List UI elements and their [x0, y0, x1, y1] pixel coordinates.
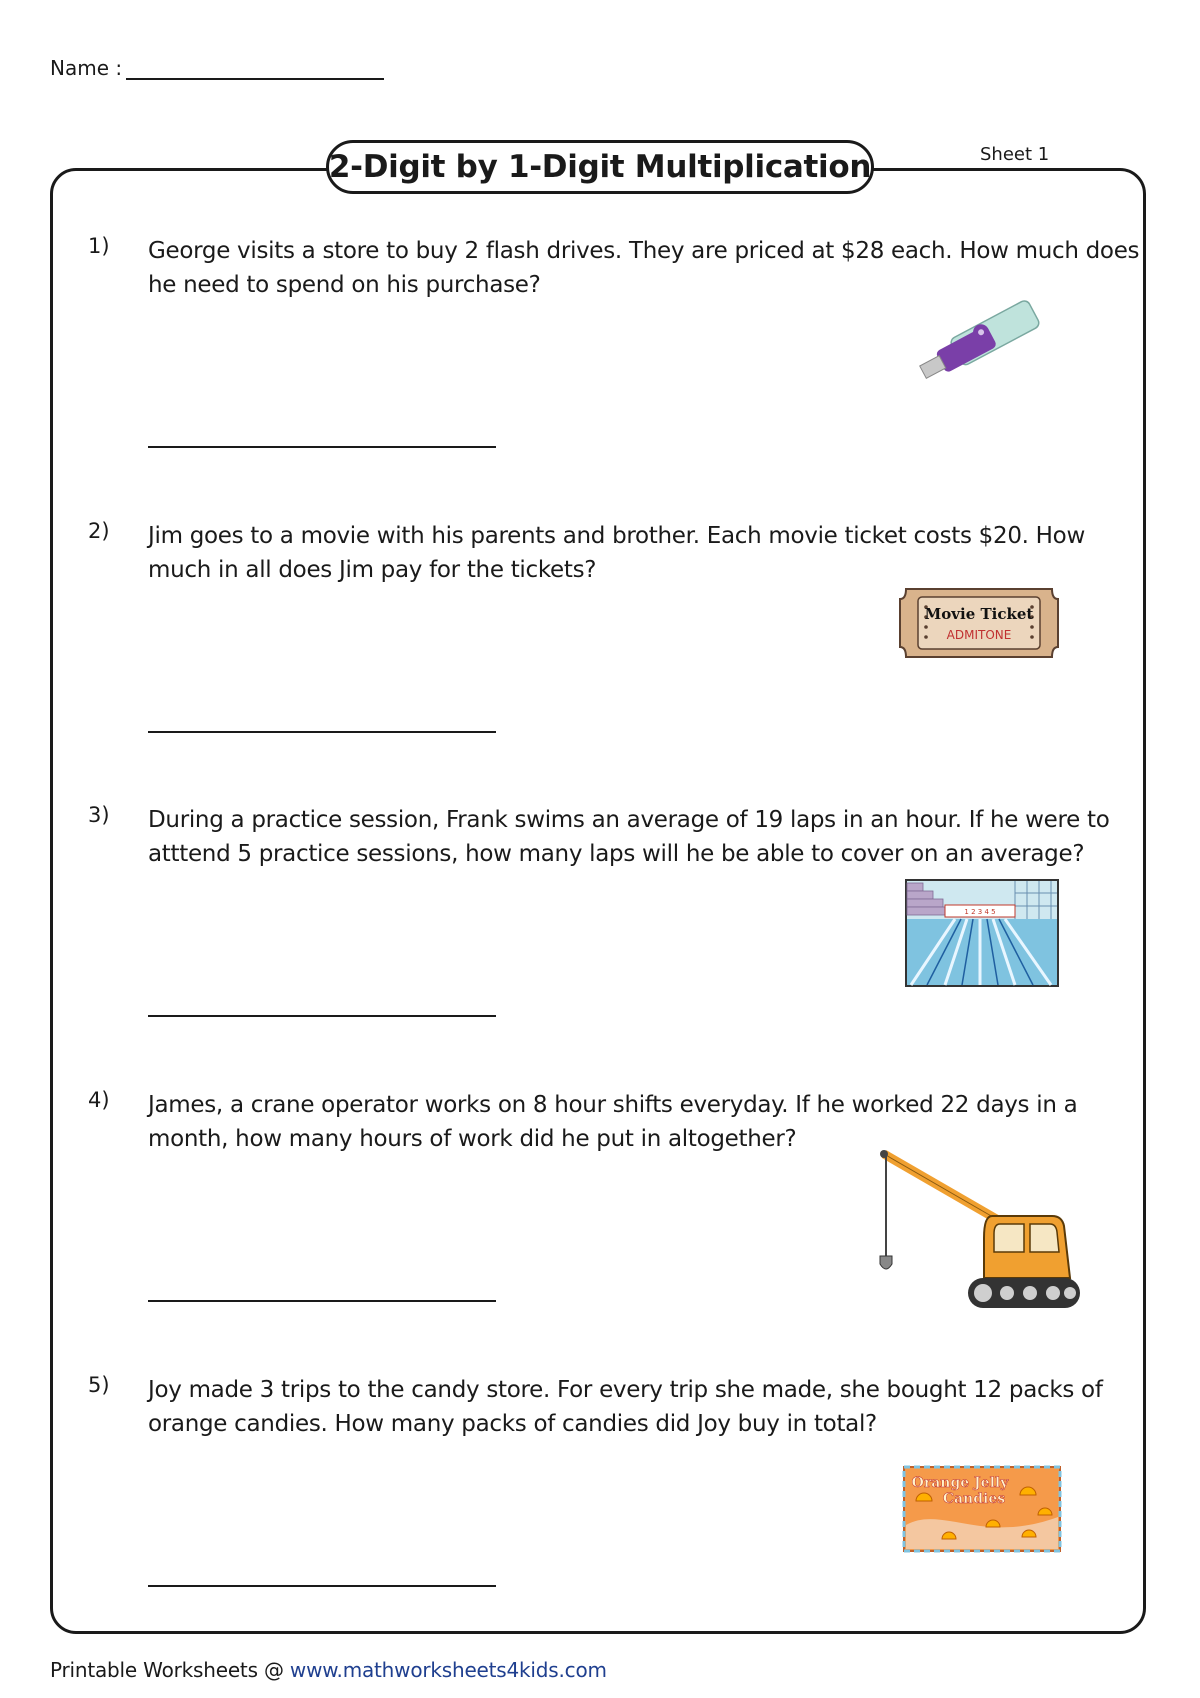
answer-line[interactable]	[148, 1585, 496, 1587]
problem-text: James, a crane operator works on 8 hour shifts everyday. If he worked 22 days in a month, how many hours of work did he put in altogether?	[148, 1092, 1078, 1152]
problem-text: Jim goes to a movie with his parents and brother. Each movie ticket costs $20. How much in all does Jim pay for the tickets?	[148, 523, 1085, 583]
problem-number: 1)	[88, 234, 110, 258]
footer-url-link[interactable]: www.mathworksheets4kids.com	[289, 1658, 607, 1682]
flash-drive-icon	[910, 298, 1050, 388]
problem-number: 4)	[88, 1088, 110, 1112]
problem-text: George visits a store to buy 2 flash drives. They are priced at $28 each. How much does he need to spend on his purchase?	[148, 238, 1140, 298]
problem-2	[0, 519, 1200, 804]
worksheet-title: 2-Digit by 1-Digit Multiplication	[326, 140, 874, 194]
candy-line-1: Orange Jelly	[911, 1475, 1009, 1491]
footer-prefix: Printable Worksheets @	[50, 1658, 290, 1682]
problem-number: 2)	[88, 519, 110, 543]
problem-5	[0, 1373, 1200, 1658]
name-blank-line[interactable]	[126, 56, 384, 80]
answer-line[interactable]	[148, 731, 496, 733]
footer	[50, 1658, 607, 1682]
problem-4	[0, 1088, 1200, 1373]
problem-text: During a practice session, Frank swims an average of 19 laps in an hour. If he were to atttend 5 practice sessions, how many laps will he be able to cover on an average?	[148, 807, 1110, 867]
ticket-title: Movie Ticket	[924, 605, 1034, 623]
answer-line[interactable]	[148, 446, 496, 448]
ticket-subtitle: ADMITONE	[946, 628, 1012, 642]
candy-pack-icon	[902, 1465, 1062, 1553]
answer-line[interactable]	[148, 1300, 496, 1302]
problem-1	[0, 234, 1200, 519]
sheet-number: Sheet 1	[980, 144, 1050, 165]
problem-number: 5)	[88, 1373, 110, 1397]
problem-3	[0, 803, 1200, 1088]
name-field	[50, 56, 384, 80]
movie-ticket-icon	[896, 585, 1062, 661]
pool-lane-numbers: 1 2 3 4 5	[964, 908, 996, 916]
answer-line[interactable]	[148, 1015, 496, 1017]
problem-number: 3)	[88, 803, 110, 827]
crane-icon	[872, 1146, 1082, 1316]
problem-text: Joy made 3 trips to the candy store. For every trip she made, she bought 12 packs of orange candies. How many packs of candies did Joy buy in total?	[148, 1377, 1103, 1437]
candy-line-2: Candies	[942, 1491, 1006, 1507]
name-label: Name :	[50, 56, 123, 80]
swimming-pool-icon	[905, 879, 1059, 987]
